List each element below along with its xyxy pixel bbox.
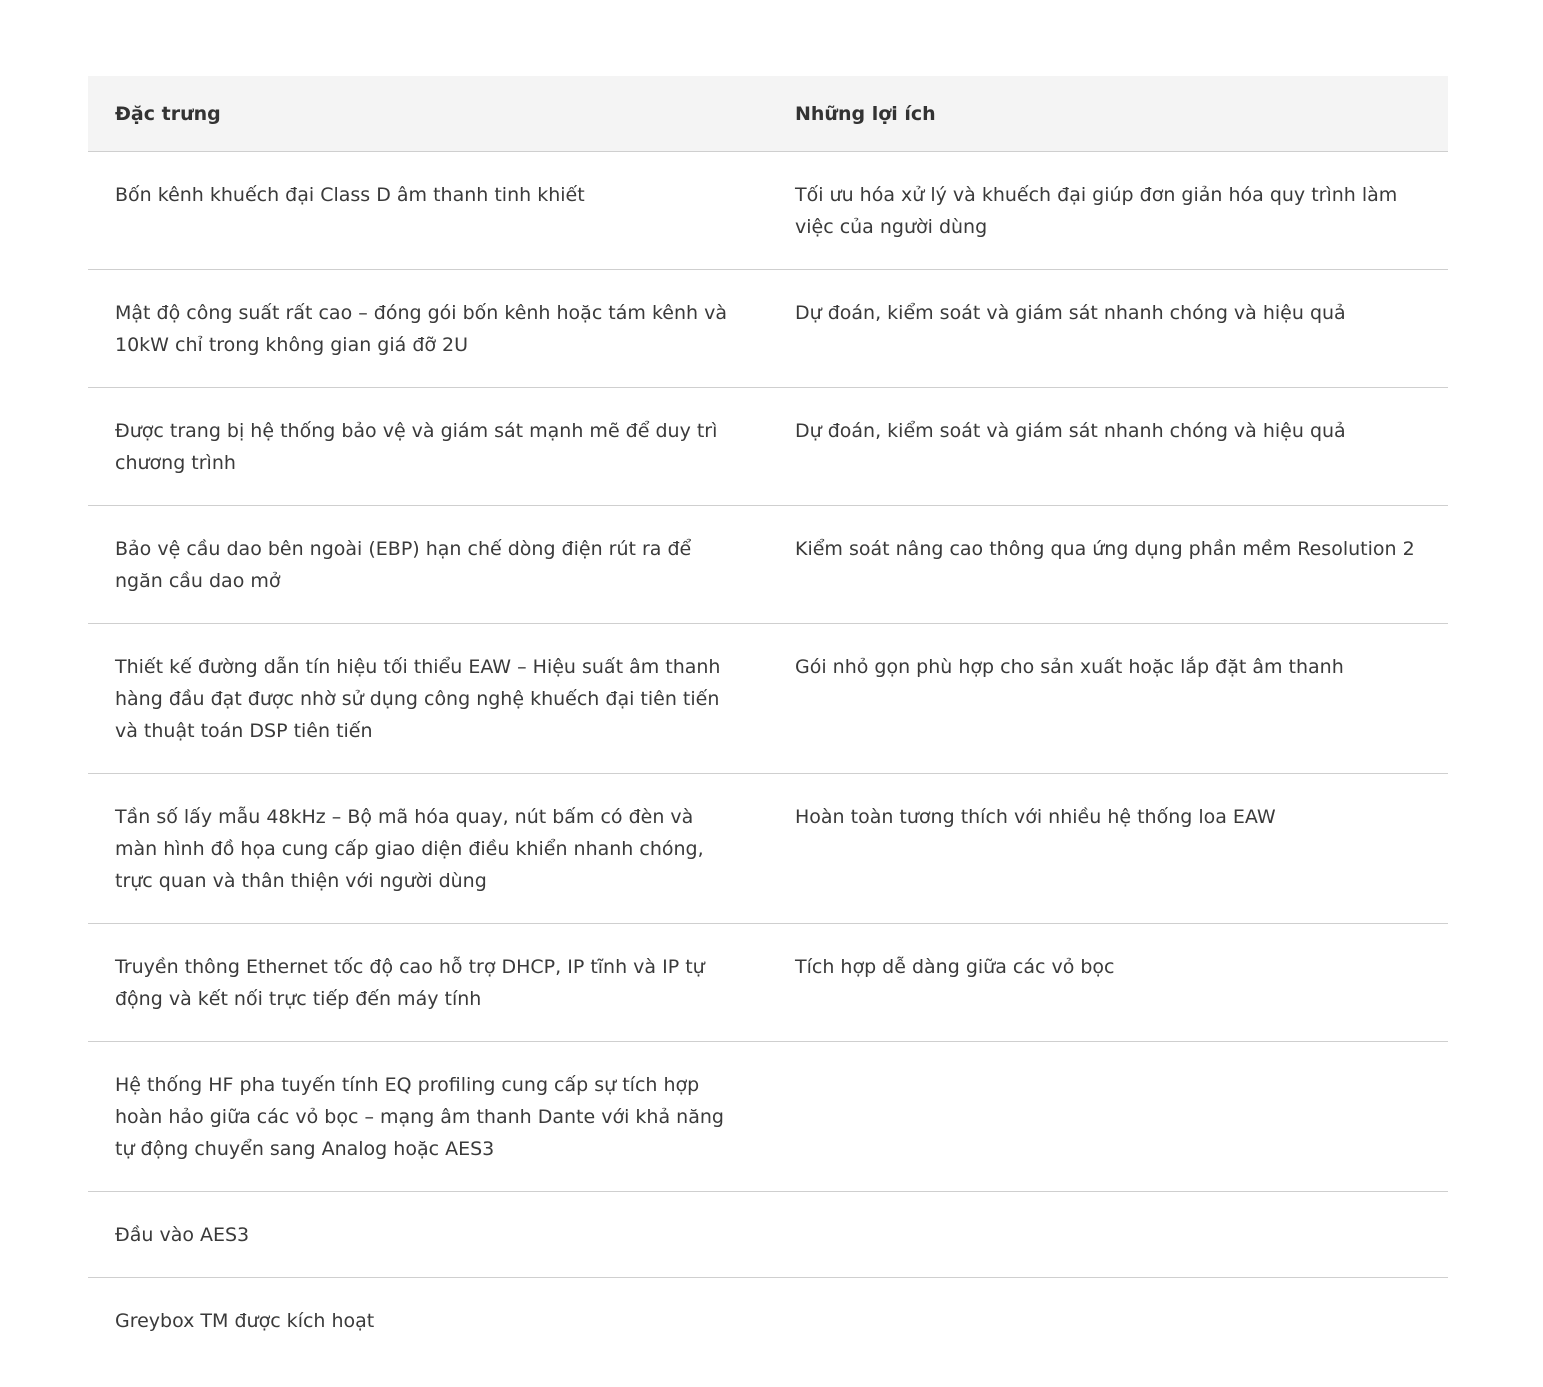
benefit-cell: Hoàn toàn tương thích với nhiều hệ thống loa EAW	[768, 774, 1448, 924]
table-row	[88, 388, 1448, 506]
feature-cell: Hệ thống HF pha tuyến tính EQ profiling cung cấp sự tích hợp hoàn hảo giữa các vỏ bọc – mạng âm thanh Dante với khả năng tự động chuyển sang Analog hoặc AES3	[88, 1042, 768, 1192]
benefit-cell: Dự đoán, kiểm soát và giám sát nhanh chóng và hiệu quả	[768, 388, 1448, 506]
column-header-features: Đặc trưng	[88, 76, 768, 152]
table-row	[88, 774, 1448, 924]
feature-cell: Bảo vệ cầu dao bên ngoài (EBP) hạn chế dòng điện rút ra để ngăn cầu dao mở	[88, 506, 768, 624]
feature-cell: Mật độ công suất rất cao – đóng gói bốn kênh hoặc tám kênh và 10kW chỉ trong không gian giá đỡ 2U	[88, 270, 768, 388]
feature-cell: Thiết kế đường dẫn tín hiệu tối thiểu EAW – Hiệu suất âm thanh hàng đầu đạt được nhờ sử dụng công nghệ khuếch đại tiên tiến và thuật toán DSP tiên tiến	[88, 624, 768, 774]
table-row	[88, 1278, 1448, 1364]
feature-cell: Đầu vào AES3	[88, 1192, 768, 1278]
benefit-cell: Tích hợp dễ dàng giữa các vỏ bọc	[768, 924, 1448, 1042]
benefit-cell: Kiểm soát nâng cao thông qua ứng dụng phần mềm Resolution 2	[768, 506, 1448, 624]
column-header-benefits: Những lợi ích	[768, 76, 1448, 152]
table-row	[88, 152, 1448, 270]
table-row	[88, 1042, 1448, 1192]
benefit-cell	[768, 1278, 1448, 1364]
table-row	[88, 506, 1448, 624]
benefit-cell: Gói nhỏ gọn phù hợp cho sản xuất hoặc lắp đặt âm thanh	[768, 624, 1448, 774]
benefit-cell: Dự đoán, kiểm soát và giám sát nhanh chóng và hiệu quả	[768, 270, 1448, 388]
table-row	[88, 1192, 1448, 1278]
feature-cell: Tần số lấy mẫu 48kHz – Bộ mã hóa quay, nút bấm có đèn và màn hình đồ họa cung cấp giao diện điều khiển nhanh chóng, trực quan và thân thiện với người dùng	[88, 774, 768, 924]
table-row	[88, 924, 1448, 1042]
benefit-cell	[768, 1042, 1448, 1192]
benefit-cell: Tối ưu hóa xử lý và khuếch đại giúp đơn giản hóa quy trình làm việc của người dùng	[768, 152, 1448, 270]
table-header-row	[88, 76, 1448, 152]
table-row	[88, 270, 1448, 388]
feature-cell: Truyền thông Ethernet tốc độ cao hỗ trợ DHCP, IP tĩnh và IP tự động và kết nối trực tiếp đến máy tính	[88, 924, 768, 1042]
feature-cell: Bốn kênh khuếch đại Class D âm thanh tinh khiết	[88, 152, 768, 270]
features-benefits-table	[88, 76, 1448, 1363]
feature-cell: Greybox TM được kích hoạt	[115, 1310, 375, 1332]
table-row	[88, 624, 1448, 774]
benefit-cell	[768, 1192, 1448, 1278]
feature-cell: Được trang bị hệ thống bảo vệ và giám sát mạnh mẽ để duy trì chương trình	[88, 388, 768, 506]
